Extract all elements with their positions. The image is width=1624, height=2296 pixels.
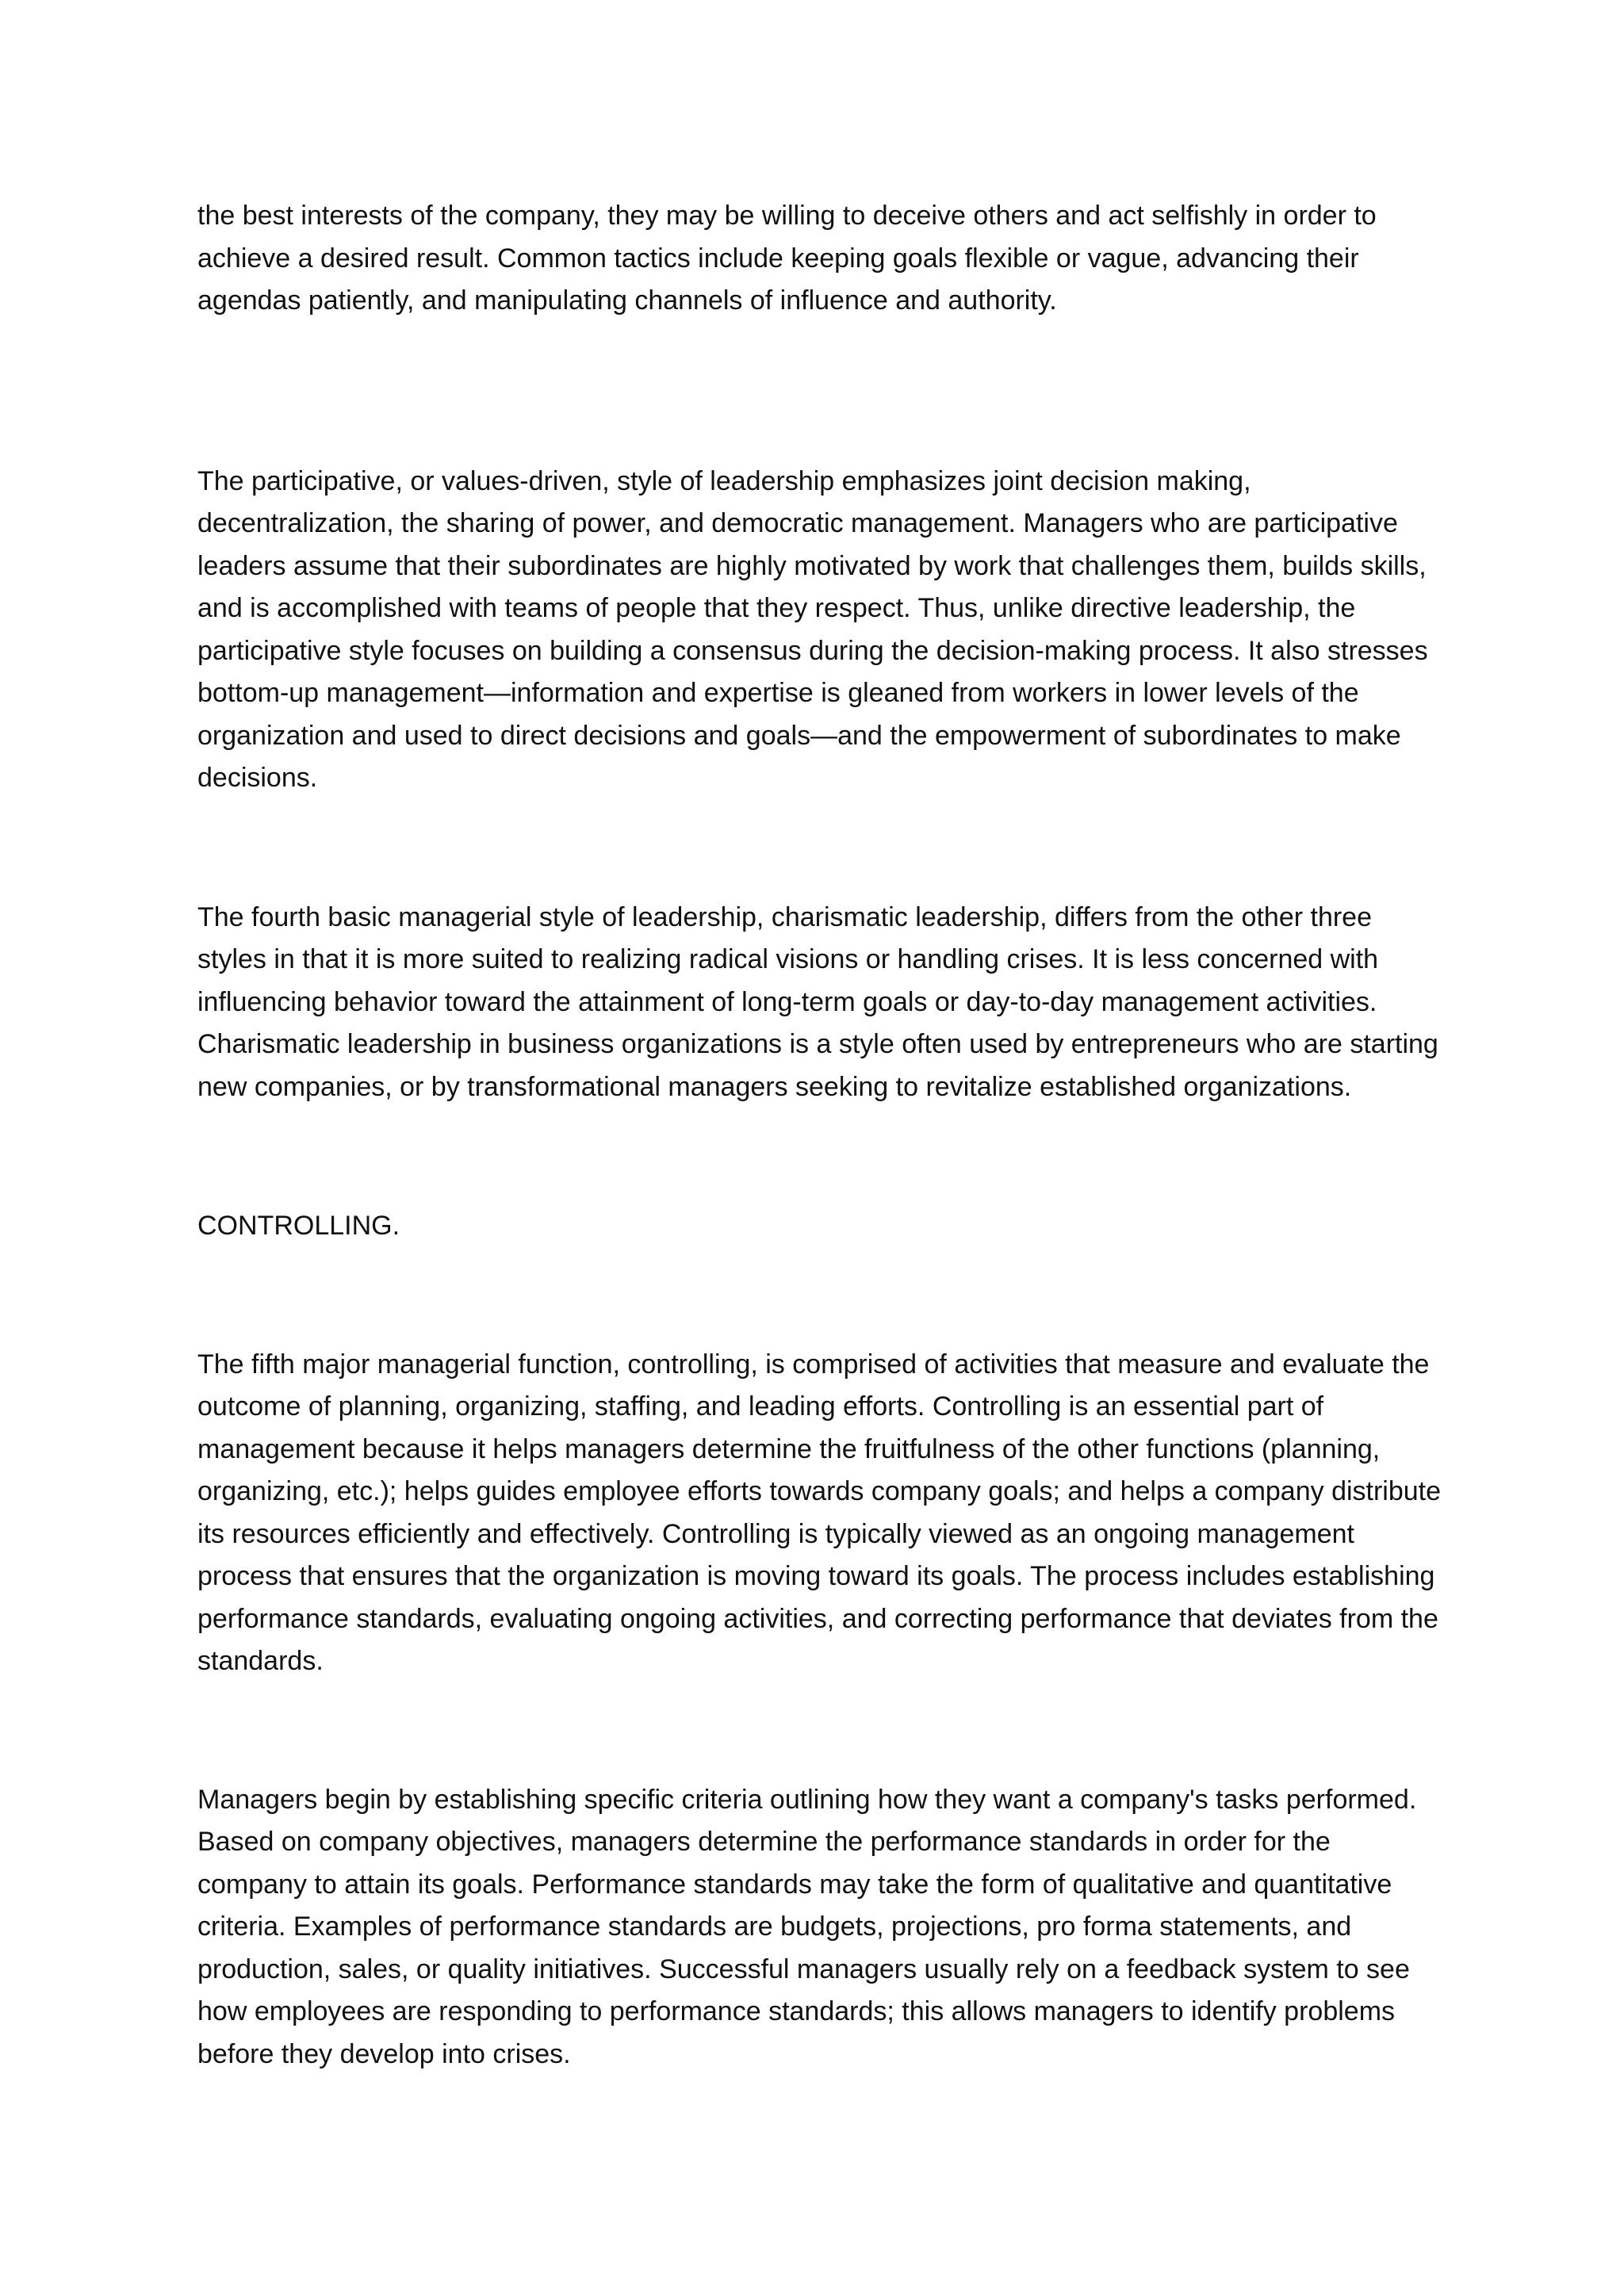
document-body: [197, 195, 1442, 2076]
paragraph-participative-leadership: The participative, or values-driven, style of leadership emphasizes joint decision making, decentralization, the sharing of power, and democratic management. Managers who are participative leaders assume that their subordinates are highly motivated by work that challenges them, builds skills, and is accomplished with teams of people that they respect. Thus, unlike directive leadership, the participative style focuses on building a consensus during the decision-making process. It also stresses bottom-up management—information and expertise is gleaned from workers in lower levels of the organization and used to direct decisions and goals—and the empowerment of subordinates to make decisions.: [197, 465, 1428, 793]
paragraph-controlling-function: The fifth major managerial function, controlling, is comprised of activities that measure and evaluate the outcome of planning, organizing, staffing, and leading efforts. Controlling is an essential part of management because it helps managers determine the fruitfulness of the other functions (planning, organizing, etc.); helps guides employee efforts towards company goals; and helps a company distribute its resources efficiently and effectively. Controlling is typically viewed as an ongoing management process that ensures that the organization is moving toward its goals. The process includes establishing performance standards, evaluating ongoing activities, and correcting performance that deviates from the standards.: [197, 1349, 1442, 1676]
paragraph-performance-standards: Managers begin by establishing specific criteria outlining how they want a company's tasks performed. Based on company objectives, managers determine the performance standards in order for the company to attain its goals. Performance standards may take the form of qualitative and quantitative criteria. Examples of performance standards are budgets, projections, pro forma statements, and production, sales, or quality initiatives. Successful managers usually rely on a feedback system to see how employees are responding to performance standards; this allows managers to identify problems before they develop into crises.: [197, 1784, 1417, 2069]
section-heading-controlling: CONTROLLING.: [197, 1211, 400, 1241]
paragraph-tactics: the best interests of the company, they may be willing to deceive others and act selfishly in order to achieve a desired result. Common tactics include keeping goals flexible or vague, advancing their agendas patiently, and manipulating channels of influence and authority.: [197, 201, 1377, 316]
paragraph-charismatic-leadership: The fourth basic managerial style of leadership, charismatic leadership, differs from the other three styles in that it is more suited to realizing radical visions or handling crises. It is less concerned with influencing behavior toward the attainment of long-term goals or day-to-day management activities. Charismatic leadership in business organizations is a style often used by entrepreneurs who are starting new companies, or by transformational managers seeking to revitalize established organizations.: [197, 901, 1438, 1102]
